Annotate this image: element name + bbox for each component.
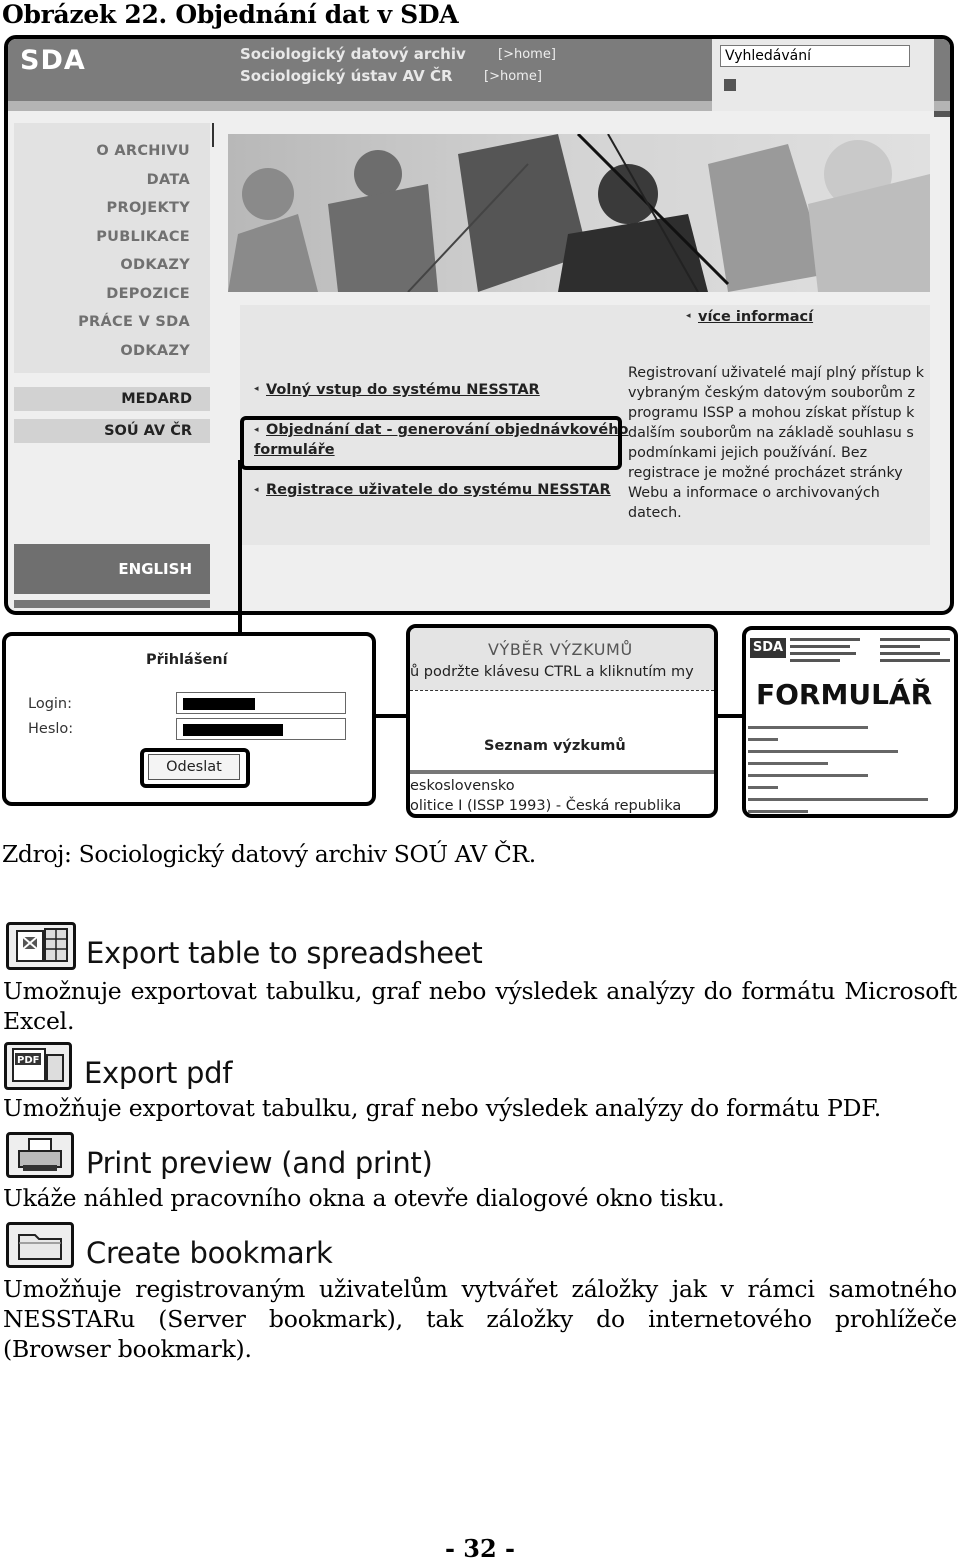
figure-caption: Obrázek 22. Objednání dat v SDA: [2, 0, 459, 29]
password-input[interactable]: [176, 718, 346, 740]
page-number: - 32 -: [444, 1534, 516, 1563]
masked-value: [183, 698, 255, 710]
link-nesstar-access[interactable]: Volný vstup do systému NESSTAR: [266, 382, 540, 398]
english-button[interactable]: ENGLISH: [14, 544, 210, 594]
form-header-text-lines: [790, 636, 954, 666]
divider: [14, 600, 210, 608]
more-info-link[interactable]: více informací: [698, 309, 814, 325]
study-selection-panel: [406, 624, 718, 818]
header-title-institute: Sociologický ústav AV ČR: [240, 67, 453, 85]
registration-description: Registrovaní uživatelé mají plný přístup k vybraným českým datovým souborům z programu ISSP a mohou získat přístup k dalším souborům na základě souhlasu s podmínkami jejich používání. Bez registrace je možné procházet stránky Webu a informace o archivovaných datech.: [628, 365, 925, 521]
svg-text:PDF: PDF: [17, 1055, 40, 1066]
study-list-item[interactable]: olitice I (ISSP 1993) - Česká republika: [410, 798, 682, 814]
highlight-order-link: [240, 416, 622, 470]
form-title: FORMULÁŘ: [756, 678, 933, 711]
login-label: Login:: [28, 696, 73, 712]
home-link[interactable]: [>home]: [484, 69, 542, 84]
masked-value: [183, 724, 283, 736]
spreadsheet-icon: [6, 922, 76, 970]
login-title: Přihlášení: [146, 652, 228, 668]
arrow-icon: ◂: [686, 311, 691, 321]
arrow-icon: ◂: [254, 384, 259, 394]
connector-line: [238, 460, 242, 636]
panel-header: [410, 628, 714, 690]
tool-title-print-preview: Print preview (and print): [86, 1146, 433, 1180]
nav-item-odkazy[interactable]: ODKAZY: [120, 257, 190, 273]
password-label: Heslo:: [28, 721, 74, 737]
study-list-title: Seznam výzkumů: [484, 738, 626, 754]
nav-item-odkazy-2[interactable]: ODKAZY: [120, 343, 190, 359]
tool-title-export-spreadsheet: Export table to spreadsheet: [86, 936, 483, 970]
divider: [212, 123, 214, 147]
study-selection-title: VÝBĚR VÝZKUMŮ: [488, 640, 633, 659]
divider: [410, 690, 714, 691]
arrow-icon: ◂: [254, 485, 259, 495]
tool-description: Ukáže náhled pracovního okna a otevře dialogové okno tisku.: [3, 1184, 725, 1212]
left-nav-panel: [14, 123, 210, 373]
divider: [410, 770, 714, 774]
search-input[interactable]: Vyhledávání: [720, 45, 910, 67]
study-instruction: ů podržte klávesu CTRL a kliknutím my: [410, 664, 694, 680]
form-field-lines: [748, 724, 952, 816]
tool-description: Umožňuje exportovat tabulku, graf nebo výsledek analýzy do formátu PDF.: [3, 1094, 881, 1122]
arrow-icon: ◂: [254, 425, 259, 435]
printer-icon: [6, 1132, 74, 1178]
login-panel: [2, 632, 376, 806]
nav-item-o-archivu[interactable]: O ARCHIVU: [96, 143, 190, 159]
tool-description: Umožnuje exportovat tabulku, graf nebo výsledek analýzy do formátu Microsoft Excel.: [3, 977, 957, 1035]
study-list-item[interactable]: eskoslovensko: [410, 778, 515, 794]
connector-line: [374, 714, 410, 718]
nav-item-data[interactable]: DATA: [146, 172, 190, 188]
nav-item-projekty[interactable]: PROJEKTY: [106, 200, 190, 216]
tool-description: Umožňuje registrovaným uživatelům vytvářet záložky jak v rámci samotného NESSTARu (Server bookmark), tak záložky do internetového prohlížeče (Browser bookmark).: [3, 1275, 957, 1363]
sda-logo[interactable]: SDA: [20, 45, 86, 76]
login-input[interactable]: [176, 692, 346, 714]
link-order-data-cont[interactable]: formuláře: [254, 442, 335, 458]
order-form-panel: [742, 626, 958, 818]
submit-button[interactable]: Odeslat: [148, 754, 240, 780]
hero-image: [228, 134, 930, 292]
sda-website-screenshot: [4, 35, 954, 615]
folder-icon: [6, 1222, 74, 1268]
source-note: Zdroj: Sociologický datový archiv SOÚ AV ČR.: [2, 840, 536, 868]
form-sda-logo: SDA: [750, 638, 786, 658]
nav-item-prace-v-sda[interactable]: PRÁCE V SDA: [78, 314, 190, 330]
header-title-archive: Sociologický datový archiv: [240, 45, 466, 63]
pdf-icon: [4, 1042, 72, 1090]
nav-medard-button[interactable]: MEDARD: [14, 387, 210, 411]
nav-item-publikace[interactable]: PUBLIKACE: [96, 229, 190, 245]
search-submit-icon[interactable]: [724, 79, 736, 91]
tool-title-export-pdf: Export pdf: [84, 1056, 233, 1090]
tool-title-create-bookmark: Create bookmark: [86, 1236, 333, 1270]
link-order-data[interactable]: Objednání dat - generování objednávkového: [266, 422, 629, 438]
home-link[interactable]: [>home]: [498, 47, 556, 62]
scroll-marker: [934, 111, 954, 117]
nav-sou-avcr-button[interactable]: SOÚ AV ČR: [14, 419, 210, 443]
link-register[interactable]: Registrace uživatele do systému NESSTAR: [266, 482, 611, 498]
nav-item-depozice[interactable]: DEPOZICE: [106, 286, 190, 302]
